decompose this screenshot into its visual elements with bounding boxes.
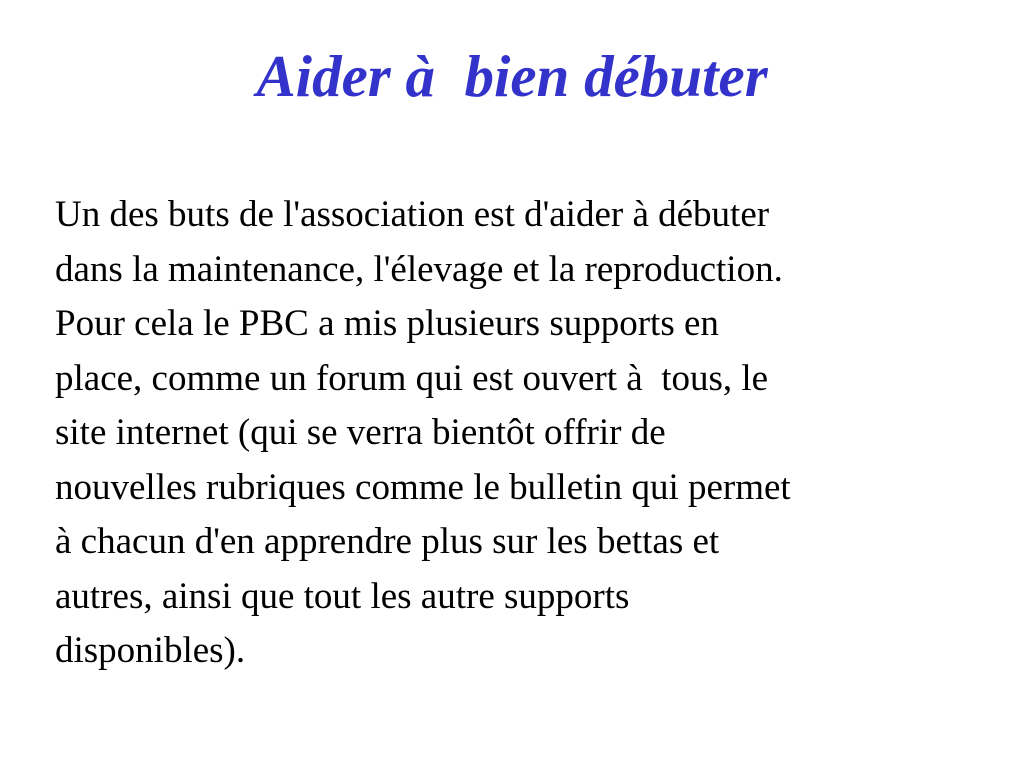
body-line: place, comme un forum qui est ouvert à tous, le: [55, 357, 769, 399]
body-line: à chacun d'en apprendre plus sur les bettas et: [55, 521, 720, 562]
body-line: dans la maintenance, l'élevage et la reproduction.: [55, 248, 783, 290]
slide-body-text: [55, 188, 985, 679]
body-line: Pour cela le PBC a mis plusieurs supports en: [55, 303, 719, 344]
body-line: site internet (qui se verra bientôt offrir de: [55, 412, 666, 453]
body-line: nouvelles rubriques comme le bulletin qui permet: [55, 466, 791, 508]
slide-title: Aider à bien débuter: [256, 43, 768, 109]
body-line: Un des buts de l'association est d'aider à débuter: [55, 194, 770, 235]
body-line: disponibles).: [55, 630, 246, 671]
body-line: autres, ainsi que tout les autre supports: [55, 575, 630, 617]
